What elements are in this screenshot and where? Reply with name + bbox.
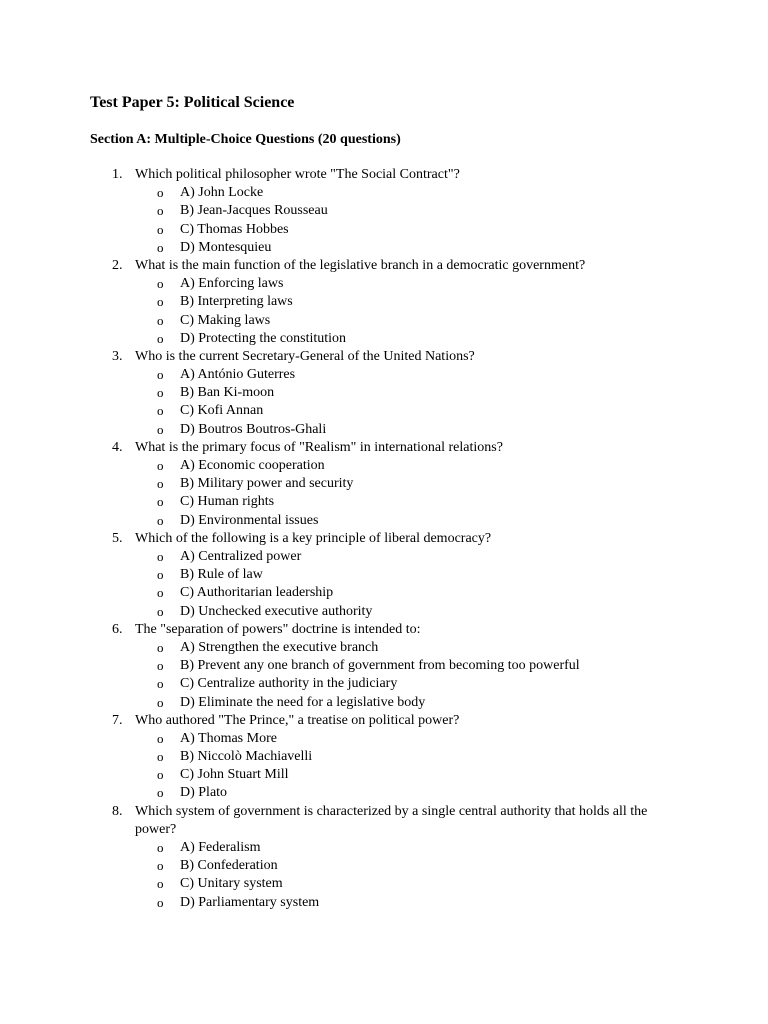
option-text: C) John Stuart Mill <box>180 767 289 783</box>
question-number: 2. <box>112 257 123 273</box>
option-list <box>0 548 768 621</box>
question-item <box>0 166 768 257</box>
option-item <box>0 603 768 621</box>
question-text: Which political philosopher wrote "The Social Contract"? <box>135 167 460 182</box>
bullet-icon: o <box>157 767 164 783</box>
option-text: B) Rule of law <box>180 567 263 583</box>
option-item <box>0 894 768 912</box>
option-item <box>0 657 768 675</box>
option-item <box>0 221 768 239</box>
option-text: C) Unitary system <box>180 876 283 892</box>
bullet-icon: o <box>157 512 164 528</box>
option-text: D) Montesquieu <box>180 239 272 255</box>
option-text: D) Eliminate the need for a legislative body <box>180 694 426 710</box>
bullet-icon: o <box>157 585 164 601</box>
question-number: 4. <box>112 439 123 455</box>
bullet-icon: o <box>157 385 164 401</box>
option-text: B) Military power and security <box>180 476 354 492</box>
bullet-icon: o <box>157 294 164 310</box>
bullet-icon: o <box>157 858 164 874</box>
question-text: Who is the current Secretary-General of the United Nations? <box>135 348 475 364</box>
option-text: D) Unchecked executive authority <box>180 603 373 619</box>
option-text: B) Jean-Jacques Rousseau <box>180 203 328 219</box>
option-item <box>0 384 768 402</box>
question-number: 5. <box>112 530 123 546</box>
question-text: The "separation of powers" doctrine is intended to: <box>135 621 421 637</box>
option-text: A) Strengthen the executive branch <box>180 639 379 655</box>
question-text: What is the main function of the legislative branch in a democratic government? <box>135 257 586 273</box>
option-item <box>0 457 768 475</box>
option-text: A) Enforcing laws <box>180 276 284 292</box>
bullet-icon: o <box>157 785 164 801</box>
bullet-icon: o <box>157 421 164 437</box>
bullet-icon: o <box>157 330 164 346</box>
question-item <box>0 439 768 530</box>
bullet-icon: o <box>157 367 164 383</box>
option-text: B) Confederation <box>180 858 278 874</box>
option-item <box>0 202 768 220</box>
bullet-icon: o <box>157 749 164 765</box>
question-list <box>0 166 768 912</box>
page-title: Test Paper 5: Political Science <box>90 94 295 111</box>
option-item <box>0 784 768 802</box>
question-number: 6. <box>112 621 123 637</box>
option-text: C) Making laws <box>180 312 271 328</box>
bullet-icon: o <box>157 312 164 328</box>
option-text: B) Prevent any one branch of government from becoming too powerful <box>180 658 580 674</box>
bullet-icon: o <box>157 894 164 910</box>
bullet-icon: o <box>157 239 164 255</box>
option-item <box>0 694 768 712</box>
bullet-icon: o <box>157 403 164 419</box>
option-text: B) Interpreting laws <box>180 294 293 310</box>
question-item <box>0 530 768 621</box>
option-item <box>0 184 768 202</box>
section-heading: Section A: Multiple-Choice Questions (20 questions) <box>90 132 401 147</box>
option-item <box>0 748 768 766</box>
option-item <box>0 312 768 330</box>
option-item <box>0 421 768 439</box>
question-item <box>0 712 768 803</box>
option-text: B) Niccolò Machiavelli <box>180 749 313 765</box>
option-list <box>0 184 768 257</box>
option-text: A) Economic cooperation <box>180 458 325 474</box>
question-text: Which system of government is characterized by a single central authority that holds all the power? <box>135 803 648 837</box>
question-text: Which of the following is a key principle of liberal democracy? <box>135 530 492 546</box>
bullet-icon: o <box>157 276 164 292</box>
option-text: D) Boutros Boutros-Ghali <box>180 421 327 437</box>
option-item <box>0 512 768 530</box>
option-item <box>0 839 768 857</box>
option-list <box>0 639 768 712</box>
option-text: C) Centralize authority in the judiciary <box>180 676 398 692</box>
option-list <box>0 275 768 348</box>
bullet-icon: o <box>157 658 164 674</box>
bullet-icon: o <box>157 203 164 219</box>
question-number: 3. <box>112 348 123 364</box>
option-text: A) Federalism <box>180 840 261 856</box>
bullet-icon: o <box>157 694 164 710</box>
option-item <box>0 675 768 693</box>
option-item <box>0 493 768 511</box>
option-item <box>0 366 768 384</box>
option-list <box>0 730 768 803</box>
bullet-icon: o <box>157 730 164 746</box>
bullet-icon: o <box>157 639 164 655</box>
bullet-icon: o <box>157 603 164 619</box>
question-item <box>0 348 768 439</box>
bullet-icon: o <box>157 458 164 474</box>
option-text: A) Thomas More <box>180 730 277 746</box>
question-text: What is the primary focus of "Realism" in international relations? <box>135 439 503 455</box>
bullet-icon: o <box>157 567 164 583</box>
option-list <box>0 457 768 530</box>
bullet-icon: o <box>157 221 164 237</box>
question-item <box>0 621 768 712</box>
option-item <box>0 566 768 584</box>
option-item <box>0 239 768 257</box>
bullet-icon: o <box>157 840 164 856</box>
question-number: 8. <box>112 803 123 819</box>
option-item <box>0 857 768 875</box>
option-text: A) Centralized power <box>180 549 302 565</box>
question-item <box>0 257 768 348</box>
option-text: A) António Guterres <box>180 367 296 383</box>
question-number: 1. <box>112 167 123 182</box>
option-text: D) Plato <box>180 785 228 801</box>
option-item <box>0 548 768 566</box>
option-text: B) Ban Ki-moon <box>180 385 275 401</box>
bullet-icon: o <box>157 876 164 892</box>
option-list <box>0 839 768 912</box>
option-text: A) John Locke <box>180 185 264 201</box>
option-item <box>0 293 768 311</box>
option-text: C) Authoritarian leadership <box>180 585 334 601</box>
option-text: D) Environmental issues <box>180 512 319 528</box>
option-item <box>0 275 768 293</box>
question-text: Who authored "The Prince," a treatise on political power? <box>135 712 460 728</box>
option-text: C) Kofi Annan <box>180 403 264 419</box>
bullet-icon: o <box>157 676 164 692</box>
option-item <box>0 402 768 420</box>
option-text: C) Human rights <box>180 494 275 510</box>
option-item <box>0 766 768 784</box>
bullet-icon: o <box>157 476 164 492</box>
bullet-icon: o <box>157 185 164 201</box>
option-list <box>0 366 768 439</box>
option-text: C) Thomas Hobbes <box>180 221 289 237</box>
option-item <box>0 730 768 748</box>
option-item <box>0 639 768 657</box>
bullet-icon: o <box>157 549 164 565</box>
bullet-icon: o <box>157 494 164 510</box>
option-text: D) Protecting the constitution <box>180 330 347 346</box>
option-item <box>0 475 768 493</box>
option-text: D) Parliamentary system <box>180 894 320 910</box>
option-item <box>0 330 768 348</box>
question-number: 7. <box>112 712 123 728</box>
option-item <box>0 875 768 893</box>
question-item <box>0 803 768 912</box>
option-item <box>0 584 768 602</box>
